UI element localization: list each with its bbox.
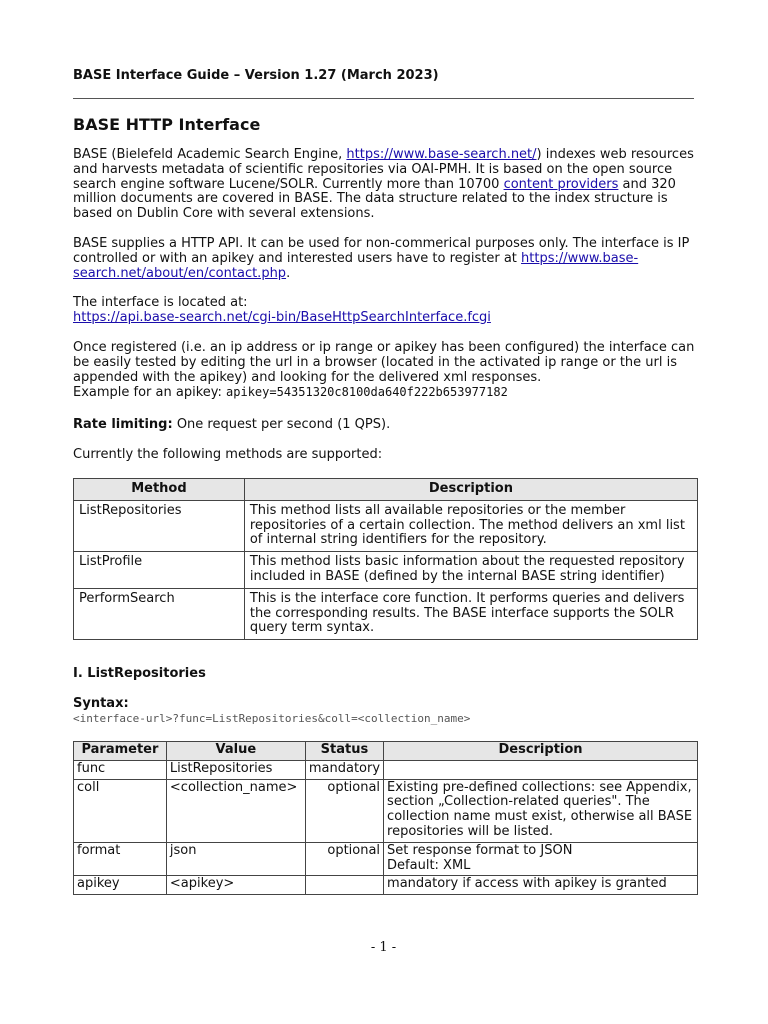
methods-intro: Currently the following methods are supported: <box>73 447 383 462</box>
method-description: This method lists all available repositories or the member repositories of a certain collection. The method delivers an xml list of internal string identifiers for the repository. <box>244 500 697 551</box>
base-home-link[interactable]: https://www.base-search.net/ <box>346 147 537 162</box>
param-name: coll <box>74 779 167 842</box>
column-header: Parameter <box>74 742 167 761</box>
param-value: json <box>166 842 305 876</box>
intro-text-3: and 320 million documents are covered in BASE. The data structure related to the index structure is based on Dublin Core with several extensions. <box>73 176 676 222</box>
table-row <box>74 779 698 842</box>
api-paragraph <box>73 237 698 281</box>
syntax-label: Syntax: <box>73 696 129 711</box>
param-name: func <box>74 760 167 779</box>
page-number: - 1 - <box>370 940 397 955</box>
param-value: ListRepositories <box>166 760 305 779</box>
intro-text-2: ) indexes web resources and harvests metadata of scientific repositories via OAI-PMH. It is based on the open source search engine software Lucene/SOLR. Currently more than 10700 <box>73 147 694 192</box>
param-description-text: mandatory if access with apikey is granted <box>387 876 667 892</box>
column-header: Method <box>74 479 245 501</box>
table-row <box>74 500 698 551</box>
location-label: The interface is located at: <box>73 295 248 310</box>
testing-text: Once registered (i.e. an ip address or ip range or apikey has been configured) the interface can be easily tested by editing the url in a browser (located in the activated ip range or the url is appended with the apikey) and looking for the delivered xml responses. <box>73 340 695 385</box>
interface-url-link[interactable]: https://api.base-search.net/cgi-bin/BaseHttpSearchInterface.fcgi <box>73 309 491 325</box>
rate-limit-paragraph <box>73 418 698 433</box>
param-status <box>305 876 383 895</box>
table-row <box>74 842 698 876</box>
apikey-example-label: Example for an apikey: <box>73 385 227 401</box>
location-paragraph <box>73 296 698 326</box>
param-description <box>384 842 698 876</box>
param-value: <apikey> <box>166 876 305 895</box>
param-description-text: Existing pre-defined collections: see Appendix, section „Collection-related queries". The collection name must exist, otherwise all BASE repositories will be listed. <box>387 779 693 839</box>
table-row <box>74 552 698 589</box>
param-name: format <box>74 842 167 876</box>
header-divider <box>73 98 694 99</box>
rate-limit-text: One request per second (1 QPS). <box>172 417 391 432</box>
method-name: PerformSearch <box>74 588 245 639</box>
param-status: optional <box>305 779 383 842</box>
param-status: mandatory <box>305 760 383 779</box>
column-header: Description <box>244 479 697 501</box>
column-header: Status <box>305 742 383 761</box>
table-row <box>74 760 698 779</box>
section-title: I. ListRepositories <box>73 666 206 681</box>
rate-limit-label: Rate limiting: <box>73 417 173 432</box>
contact-link[interactable]: https://www.base-search.net/about/en/contact.php <box>73 250 639 281</box>
page-title: BASE HTTP Interface <box>73 115 261 134</box>
method-description: This is the interface core function. It performs queries and delivers the corresponding results. The BASE interface supports the SOLR query term syntax. <box>244 588 697 639</box>
document-header: BASE Interface Guide – Version 1.27 (March 2023) <box>73 68 439 83</box>
table-row <box>74 876 698 895</box>
table-header-row <box>74 742 698 761</box>
method-name: ListProfile <box>74 552 245 589</box>
methods-table <box>73 478 698 640</box>
param-description <box>384 760 698 779</box>
column-header: Description <box>384 742 698 761</box>
apikey-example-value: apikey=54351320c8100da640f222b653977182 <box>226 385 508 400</box>
table-header-row <box>74 479 698 501</box>
content-providers-link[interactable]: content providers <box>503 176 619 192</box>
param-status: optional <box>305 842 383 876</box>
intro-paragraph <box>73 148 698 222</box>
method-name: ListRepositories <box>74 500 245 551</box>
testing-paragraph <box>73 341 698 401</box>
param-default-text: Default: XML <box>387 857 471 873</box>
param-description <box>384 876 698 895</box>
param-description-text: Set response format to JSON <box>387 842 573 858</box>
parameters-table <box>73 741 698 895</box>
column-header: Value <box>166 742 305 761</box>
param-name: apikey <box>74 876 167 895</box>
intro-text-1: BASE (Bielefeld Academic Search Engine, <box>73 147 347 162</box>
method-description: This method lists basic information about the requested repository included in BASE (defined by the internal BASE string identifier) <box>244 552 697 589</box>
syntax-code: <interface-url>?func=ListRepositories&coll=<collection_name> <box>73 712 471 725</box>
api-text-1: BASE supplies a HTTP API. It can be used for non-commerical purposes only. The interface is IP controlled or with an apikey and interested users have to register at <box>73 236 690 266</box>
param-description <box>384 779 698 842</box>
param-value: <collection_name> <box>166 779 305 842</box>
table-row <box>74 588 698 639</box>
api-text-2: . <box>286 265 291 281</box>
